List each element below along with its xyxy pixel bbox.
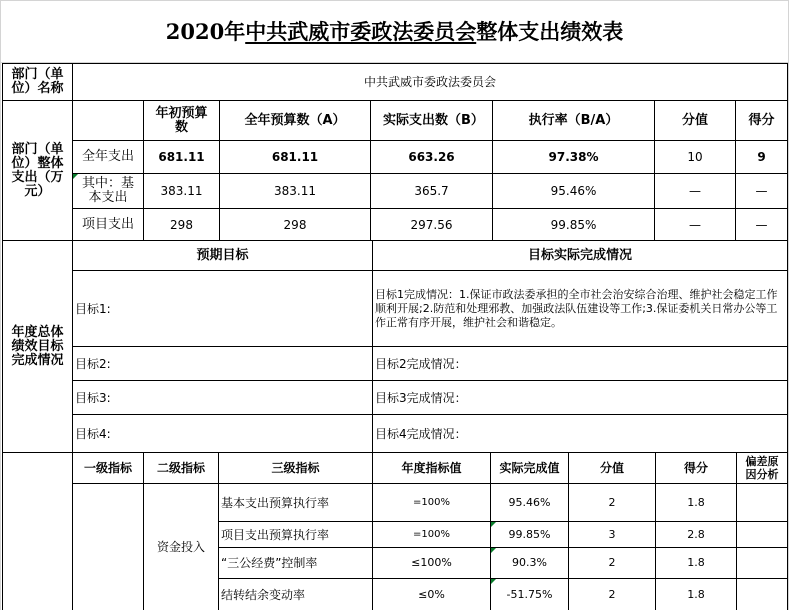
indicator-name: 基本支出预算执行率 [221, 495, 330, 510]
indicator-target: =100% [413, 496, 450, 508]
indicator-header-got: 得分 [683, 461, 708, 475]
budget-cell: 97.38% [548, 150, 599, 164]
indicator-target: ≤100% [411, 556, 452, 569]
indicator-got: 1.8 [687, 587, 705, 601]
title-dept: 中共武威市委政法委员会 [245, 19, 477, 44]
indicator-score: 2 [608, 587, 616, 601]
budget-cell: 663.26 [408, 150, 455, 164]
budget-header-actual: 实际支出数（B） [383, 112, 484, 128]
indicator-header-level3: 三级指标 [271, 461, 320, 475]
goal-target: 目标2: [75, 356, 111, 371]
budget-cell: 298 [283, 217, 307, 232]
budget-cell: 297.56 [410, 217, 453, 232]
budget-cell: 10 [687, 150, 703, 164]
budget-cell: 99.85% [550, 217, 597, 232]
title-year: 2020年 [165, 19, 246, 44]
budget-header-annual: 全年预算数（A） [244, 112, 346, 128]
budget-row-label: 全年支出 [81, 149, 134, 164]
indicator-score: 2 [608, 556, 616, 569]
budget-cell: — [755, 217, 768, 232]
actual-goals-header: 目标实际完成情况 [527, 247, 632, 263]
budget-cell: — [689, 217, 701, 232]
indicator-header-score: 分值 [599, 461, 624, 475]
indicator-got: 2.8 [687, 527, 705, 541]
budget-header-score: 分值 [681, 112, 708, 128]
indicator-actual: 99.85% [508, 527, 551, 541]
goal-target: 目标3: [75, 390, 111, 405]
budget-cell: 681.11 [271, 150, 319, 164]
indicator-name: “三公经费”控制率 [221, 556, 318, 570]
indicator-score: 2 [608, 495, 616, 509]
budget-row-label: 其中：基本支出 [81, 176, 134, 205]
goal-target: 目标4: [75, 426, 111, 441]
indicator-header-level2: 二级指标 [156, 461, 205, 475]
budget-side-label: 部门（单位）整体支出（万元） [11, 141, 64, 199]
page-title [0, 12, 789, 52]
indicator-name: 结转结余变动率 [221, 587, 306, 602]
expected-goals-header: 预期目标 [196, 247, 249, 263]
budget-cell: — [689, 184, 701, 198]
budget-header-got: 得分 [748, 112, 775, 128]
goals-side-label: 年度总体绩效目标完成情况 [11, 324, 64, 368]
indicator-header-actual: 实际完成值 [499, 461, 560, 475]
dept-name: 中共武威市委政法委员会 [363, 75, 496, 89]
budget-row-label: 项目支出 [81, 216, 134, 232]
indicator-header-deviation: 偏差原因分析 [745, 455, 779, 481]
budget-header-initial: 年初预算数 [155, 105, 208, 135]
budget-cell: 383.11 [274, 184, 316, 198]
indicator-target: ≤0% [418, 587, 445, 601]
indicator-header-level1: 一级指标 [83, 461, 132, 475]
budget-header-rate: 执行率（B/A） [528, 112, 619, 128]
indicator-actual: 95.46% [508, 495, 551, 509]
budget-cell: 365.7 [414, 184, 449, 198]
indicator-actual: -51.75% [506, 587, 553, 601]
goal-actual: 目标1完成情况：1.保证市政法委承担的全市社会治安综合治理、维护社会稳定工作顺利开展;2.防范和处理邪教、加强政法队伍建设等工作;3.保证委机关日常办公等工作正常有序开展，维护社会和谐稳定。 [375, 287, 778, 329]
budget-cell: 298 [170, 217, 193, 232]
budget-cell: 681.11 [158, 150, 205, 164]
goal-actual: 目标3完成情况： [375, 390, 467, 405]
indicator-got: 1.8 [687, 556, 705, 569]
goal-target: 目标1: [75, 301, 111, 316]
indicator-score: 3 [608, 527, 616, 541]
indicator-actual: 90.3% [512, 556, 547, 569]
title-rest: 整体支出绩效表 [476, 19, 624, 44]
indicator-got: 1.8 [687, 495, 705, 509]
budget-cell: — [755, 184, 768, 198]
budget-cell: 95.46% [550, 184, 597, 198]
budget-cell: 383.11 [160, 184, 203, 198]
budget-cell: 9 [757, 150, 766, 164]
indicator-name: 项目支出预算执行率 [221, 527, 330, 542]
dept-label: 部门（单位）名称 [11, 67, 64, 96]
indicator-group-label: 资金投入 [156, 540, 205, 554]
indicator-target: =100% [413, 528, 450, 540]
indicator-header-target: 年度指标值 [401, 461, 462, 475]
goal-actual: 目标2完成情况： [375, 356, 467, 371]
goal-actual: 目标4完成情况： [375, 426, 467, 441]
